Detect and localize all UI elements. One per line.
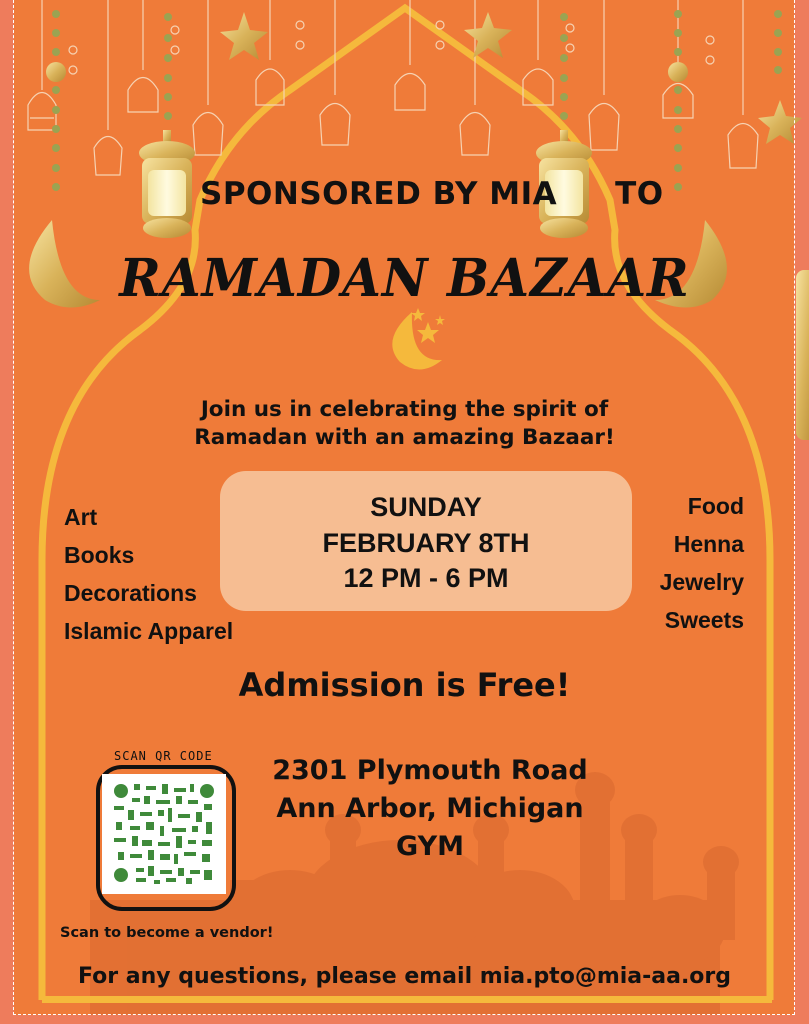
event-date: FEBRUARY 8TH bbox=[322, 528, 530, 558]
sponsor-line bbox=[200, 176, 664, 212]
contact-text: For any questions, please email mia.pto@mia-aa.org bbox=[77, 964, 732, 989]
category-item: Sweets bbox=[664, 607, 744, 633]
qr-label: SCAN QR CODE bbox=[114, 749, 213, 763]
category-item: Islamic Apparel bbox=[64, 618, 234, 644]
sponsor-text-right: TO bbox=[615, 176, 664, 212]
event-day: SUNDAY bbox=[370, 492, 482, 522]
address-location: GYM bbox=[396, 831, 464, 862]
category-item: Food bbox=[687, 493, 744, 519]
category-item: Books bbox=[64, 542, 135, 568]
category-item: Art bbox=[64, 504, 98, 530]
admission-text: Admission is Free! bbox=[238, 666, 571, 704]
categories-right bbox=[660, 492, 744, 644]
categories-left bbox=[64, 503, 233, 655]
hanging-lantern-icon bbox=[28, 0, 758, 175]
intro-line-1: Join us in celebrating the spirit of bbox=[200, 397, 609, 422]
border-bottom bbox=[13, 1014, 795, 1015]
category-item: Jewelry bbox=[659, 569, 744, 595]
address-block bbox=[240, 752, 620, 866]
address-street: 2301 Plymouth Road bbox=[272, 755, 588, 786]
intro-text bbox=[0, 396, 809, 452]
border-right bbox=[794, 0, 795, 1015]
qr-caption: Scan to become a vendor! bbox=[60, 925, 274, 941]
address-city: Ann Arbor, Michigan bbox=[276, 793, 584, 824]
event-time: 12 PM - 6 PM bbox=[343, 563, 509, 593]
category-item: Decorations bbox=[64, 580, 197, 606]
sponsor-text-left: SPONSORED BY MIA bbox=[200, 176, 558, 212]
intro-line-2: Ramadan with an amazing Bazaar! bbox=[194, 425, 615, 450]
qr-code-icon[interactable] bbox=[102, 774, 226, 894]
category-item: Henna bbox=[673, 531, 744, 557]
border-left bbox=[13, 0, 14, 1015]
event-title: RAMADAN BAZAAR bbox=[119, 246, 690, 309]
